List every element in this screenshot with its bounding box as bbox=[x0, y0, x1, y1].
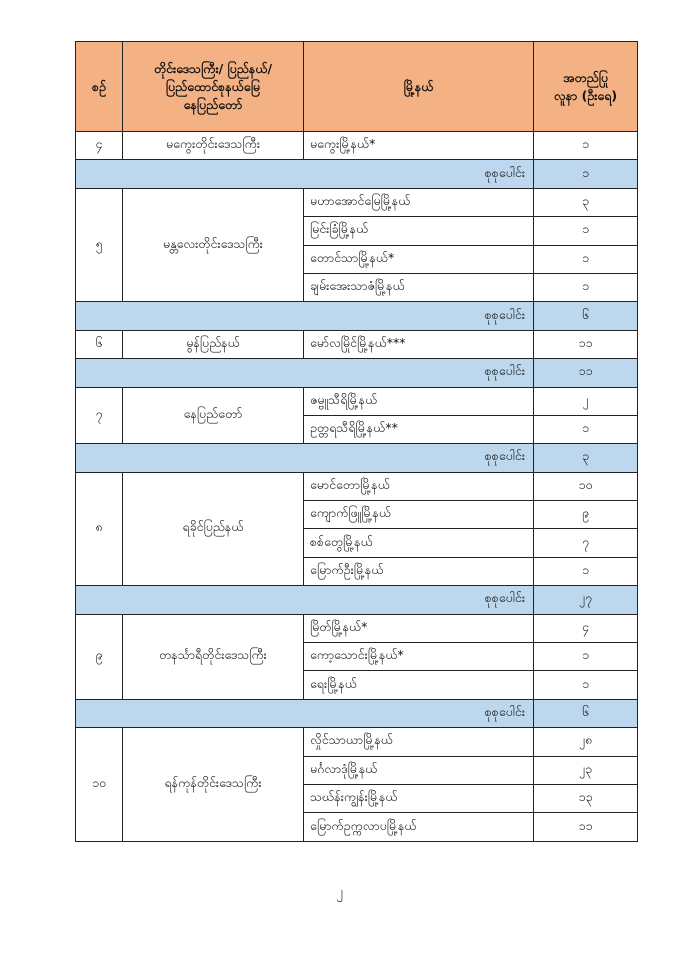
case-count: ၁ bbox=[534, 217, 638, 245]
table-row bbox=[76, 472, 638, 500]
header-region bbox=[123, 42, 304, 132]
subtotal-label: စုစုပေါင်း bbox=[76, 359, 534, 387]
case-count: ၂၃ bbox=[534, 756, 638, 784]
header-count-line: လူနာ (ဦးရေ) bbox=[553, 87, 618, 103]
case-count: ၁ bbox=[534, 557, 638, 585]
region-name: မန္တလေးတိုင်းဒေသကြီး bbox=[123, 188, 304, 302]
row-number: ၆ bbox=[76, 330, 123, 358]
subtotal-row bbox=[76, 699, 638, 727]
township-name: ဇမ္ဗူသီရိမြို့နယ် bbox=[304, 387, 534, 415]
region-name: မွန်ပြည်နယ် bbox=[123, 330, 304, 358]
township-name: ရေးမြို့နယ် bbox=[304, 671, 534, 699]
row-number: ၉ bbox=[76, 614, 123, 699]
township-name: ကျောက်ဖြူမြို့နယ် bbox=[304, 501, 534, 529]
subtotal-value: ၃ bbox=[534, 444, 638, 472]
table-row bbox=[76, 132, 638, 160]
case-count: ၄ bbox=[534, 614, 638, 642]
case-count: ၁ bbox=[534, 245, 638, 273]
region-name: တနင်္သာရီတိုင်းဒေသကြီး bbox=[123, 614, 304, 699]
header-row bbox=[76, 42, 638, 132]
region-name: မကွေးတိုင်းဒေသကြီး bbox=[123, 132, 304, 160]
subtotal-value: ၁၁ bbox=[534, 359, 638, 387]
row-number: ၅ bbox=[76, 188, 123, 302]
row-number: ၇ bbox=[76, 387, 123, 444]
township-name: ချမ်းအေးသာဇံမြို့နယ် bbox=[304, 273, 534, 301]
case-count: ၂ bbox=[534, 387, 638, 415]
case-count: ၁၀ bbox=[534, 472, 638, 500]
page-number: ၂ bbox=[336, 885, 343, 900]
case-count: ၁၃ bbox=[534, 784, 638, 812]
township-name: ဥတ္တရသီရိမြို့နယ်** bbox=[304, 415, 534, 443]
subtotal-value: ၁ bbox=[534, 160, 638, 188]
case-count: ၁ bbox=[534, 415, 638, 443]
township-name: မင်္ဂလာဒုံမြို့နယ် bbox=[304, 756, 534, 784]
township-name: မြင်းခြံမြို့နယ် bbox=[304, 217, 534, 245]
data-table-container bbox=[75, 41, 637, 842]
header-count bbox=[534, 42, 638, 132]
case-count: ၁ bbox=[534, 132, 638, 160]
subtotal-value: ၂၇ bbox=[534, 586, 638, 614]
township-name: လှိုင်သာယာမြို့နယ် bbox=[304, 728, 534, 756]
subtotal-row bbox=[76, 359, 638, 387]
row-number: ၈ bbox=[76, 472, 123, 586]
case-count: ၉ bbox=[534, 501, 638, 529]
subtotal-value: ၆ bbox=[534, 699, 638, 727]
row-number: ၁၀ bbox=[76, 728, 123, 842]
region-name: ရန်ကုန်တိုင်းဒေသကြီး bbox=[123, 728, 304, 842]
township-name: စစ်တွေမြို့နယ် bbox=[304, 529, 534, 557]
table-row bbox=[76, 387, 638, 415]
township-name: မောင်တောမြို့နယ် bbox=[304, 472, 534, 500]
subtotal-row bbox=[76, 586, 638, 614]
township-name: မဟာအောင်မြေမြို့နယ် bbox=[304, 188, 534, 216]
subtotal-label: စုစုပေါင်း bbox=[76, 444, 534, 472]
subtotal-row bbox=[76, 444, 638, 472]
case-count: ၁ bbox=[534, 643, 638, 671]
township-name: မကွေးမြို့နယ်* bbox=[304, 132, 534, 160]
case-count: ၁၁ bbox=[534, 813, 638, 841]
table-row bbox=[76, 614, 638, 642]
header-count-line: အတည်ပြု bbox=[563, 69, 608, 85]
township-name: မြောက်ဥက္ကလာပမြို့နယ် bbox=[304, 813, 534, 841]
case-count: ၁ bbox=[534, 671, 638, 699]
header-no: စဉ် bbox=[76, 42, 123, 132]
subtotal-label: စုစုပေါင်း bbox=[76, 160, 534, 188]
township-name: ကော့သောင်းမြို့နယ်* bbox=[304, 643, 534, 671]
header-region-line: နေပြည်တော် bbox=[183, 96, 243, 112]
subtotal-value: ၆ bbox=[534, 302, 638, 330]
township-name: မြောက်ဦးမြို့နယ် bbox=[304, 557, 534, 585]
subtotal-row bbox=[76, 160, 638, 188]
case-count: ၂၈ bbox=[534, 728, 638, 756]
region-name: နေပြည်တော် bbox=[123, 387, 304, 444]
township-name: သဃ်န်းကျွန်းမြို့နယ် bbox=[304, 784, 534, 812]
header-region-line: ပြည်ထောင်စုနယ်မြေ bbox=[165, 78, 261, 94]
township-name: မော်လမြိုင်မြို့နယ်*** bbox=[304, 330, 534, 358]
township-name: တောင်သာမြို့နယ်* bbox=[304, 245, 534, 273]
table-row bbox=[76, 728, 638, 756]
case-count: ၁၁ bbox=[534, 330, 638, 358]
case-count: ၇ bbox=[534, 529, 638, 557]
header-town: မြို့နယ် bbox=[304, 42, 534, 132]
table-row bbox=[76, 330, 638, 358]
region-name: ရခိုင်ပြည်နယ် bbox=[123, 472, 304, 586]
row-number: ၄ bbox=[76, 132, 123, 160]
subtotal-row bbox=[76, 302, 638, 330]
case-count: ၃ bbox=[534, 188, 638, 216]
subtotal-label: စုစုပေါင်း bbox=[76, 302, 534, 330]
table-body bbox=[76, 132, 638, 842]
subtotal-label: စုစုပေါင်း bbox=[76, 699, 534, 727]
cases-table bbox=[75, 41, 638, 842]
table-row bbox=[76, 188, 638, 216]
township-name: မြိတ်မြို့နယ်* bbox=[304, 614, 534, 642]
header-region-line: တိုင်းဒေသကြီး/ ပြည်နယ်/ bbox=[153, 60, 273, 76]
case-count: ၁ bbox=[534, 273, 638, 301]
subtotal-label: စုစုပေါင်း bbox=[76, 586, 534, 614]
